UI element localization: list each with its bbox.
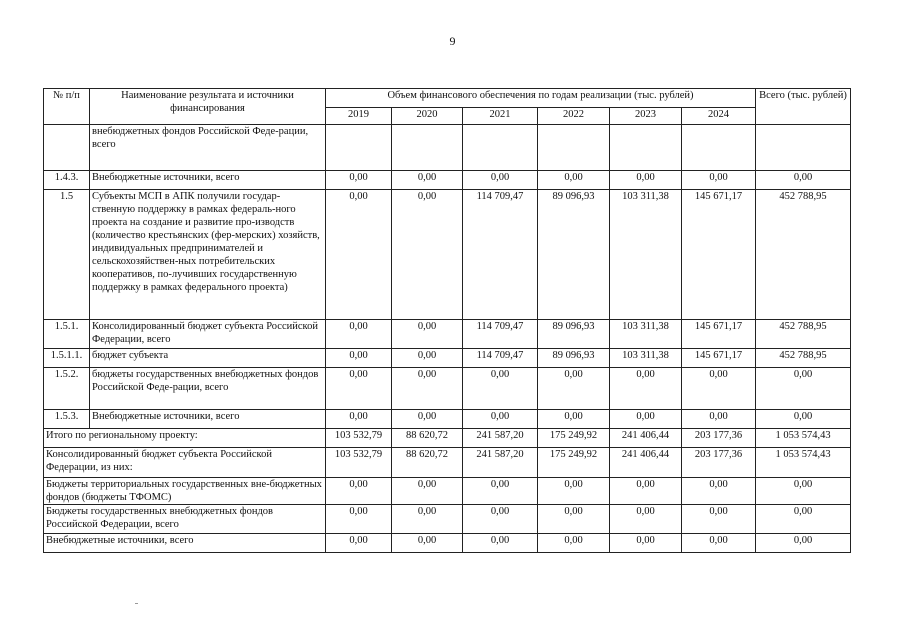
summary-value: 203 177,36 [682,429,756,448]
row-value: 114 709,47 [463,320,538,349]
row-value: 0,00 [463,368,538,410]
row-index: 1.5.3. [44,410,90,429]
row-total [756,125,851,171]
summary-value: 0,00 [326,505,392,534]
row-value: 0,00 [463,410,538,429]
row-value: 0,00 [326,410,392,429]
summary-value: 0,00 [392,505,463,534]
row-value: 0,00 [682,171,756,190]
row-value: 0,00 [326,349,392,368]
row-value: 145 671,17 [682,320,756,349]
header-years-group: Объем финансового обеспечения по годам реализации (тыс. рублей) [326,89,756,108]
summary-value: 241 587,20 [463,429,538,448]
header-year: 2023 [610,108,682,125]
summary-row [44,505,851,534]
header-num: № п/п [44,89,90,125]
summary-value: 241 406,44 [610,429,682,448]
row-index: 1.5 [44,190,90,320]
row-value: 103 311,38 [610,320,682,349]
header-year: 2021 [463,108,538,125]
summary-total: 0,00 [756,478,851,505]
table-row [44,349,851,368]
row-total: 452 788,95 [756,190,851,320]
summary-value: 0,00 [392,534,463,553]
summary-name: Бюджеты государственных внебюджетных фондов Российской Федерации, всего [44,505,326,534]
summary-value: 0,00 [682,534,756,553]
header-year: 2022 [538,108,610,125]
summary-value: 241 406,44 [610,448,682,478]
summary-total: 1 053 574,43 [756,448,851,478]
summary-value: 0,00 [538,478,610,505]
row-value: 0,00 [682,410,756,429]
row-value [610,125,682,171]
summary-value: 0,00 [326,478,392,505]
summary-value: 0,00 [682,505,756,534]
financing-table [43,88,851,553]
row-value: 0,00 [326,171,392,190]
summary-value: 241 587,20 [463,448,538,478]
row-value: 89 096,93 [538,190,610,320]
summary-total: 0,00 [756,505,851,534]
header-year: 2024 [682,108,756,125]
summary-value: 0,00 [538,505,610,534]
header-total: Всего (тыс. рублей) [756,89,851,125]
row-name: Внебюджетные источники, всего [90,171,326,190]
row-value: 89 096,93 [538,349,610,368]
row-value: 0,00 [392,190,463,320]
row-value: 0,00 [463,171,538,190]
row-value: 0,00 [610,410,682,429]
row-value: 89 096,93 [538,320,610,349]
row-total: 0,00 [756,368,851,410]
summary-value: 0,00 [392,478,463,505]
summary-total: 0,00 [756,534,851,553]
table-row [44,320,851,349]
row-value: 0,00 [538,171,610,190]
row-total: 452 788,95 [756,349,851,368]
row-value: 0,00 [326,190,392,320]
summary-name: Консолидированный бюджет субъекта Российской Федерации, из них: [44,448,326,478]
row-value: 0,00 [538,368,610,410]
row-name: Субъекты МСП в АПК получили государ-ственную поддержку в рамках федераль-ного проекта на создание и развитие про-изводств (количество крестьянских (фер-мерских) хозяйств, индивидуальных предпринимателей и сельскохозяйствен-ных потребительских кооперативов, по-лучивших государственную поддержку в рамках федерального проекта) [90,190,326,320]
summary-value: 0,00 [463,505,538,534]
row-value: 0,00 [392,320,463,349]
summary-value: 175 249,92 [538,429,610,448]
row-value: 0,00 [392,171,463,190]
row-value: 103 311,38 [610,349,682,368]
summary-value: 88 620,72 [392,448,463,478]
summary-value: 203 177,36 [682,448,756,478]
summary-value: 0,00 [610,478,682,505]
table-row [44,171,851,190]
summary-total: 1 053 574,43 [756,429,851,448]
row-value: 0,00 [538,410,610,429]
summary-name: Бюджеты территориальных государственных вне-бюджетных фондов (бюджеты ТФОМС) [44,478,326,505]
row-value: 0,00 [610,368,682,410]
summary-value: 103 532,79 [326,448,392,478]
row-value: 0,00 [682,368,756,410]
row-value: 145 671,17 [682,349,756,368]
summary-value: 88 620,72 [392,429,463,448]
summary-value: 0,00 [610,534,682,553]
row-value [538,125,610,171]
row-value: 0,00 [392,368,463,410]
row-value: 0,00 [392,349,463,368]
row-name: Консолидированный бюджет субъекта Российской Федерации, всего [90,320,326,349]
row-value [682,125,756,171]
page-number: 9 [449,34,456,48]
table-row [44,125,851,171]
row-value [392,125,463,171]
row-index: 1.5.1.1. [44,349,90,368]
header-year: 2019 [326,108,392,125]
row-total: 0,00 [756,410,851,429]
summary-row [44,448,851,478]
row-value: 114 709,47 [463,349,538,368]
row-index: 1.5.1. [44,320,90,349]
row-value: 145 671,17 [682,190,756,320]
summary-value: 0,00 [463,478,538,505]
summary-name: Внебюджетные источники, всего [44,534,326,553]
row-name: Внебюджетные источники, всего [90,410,326,429]
row-value: 0,00 [610,171,682,190]
summary-name: Итого по региональному проекту: [44,429,326,448]
summary-row [44,478,851,505]
header-year: 2020 [392,108,463,125]
row-name: бюджет субъекта [90,349,326,368]
row-total: 452 788,95 [756,320,851,349]
row-total: 0,00 [756,171,851,190]
summary-value: 175 249,92 [538,448,610,478]
row-value: 103 311,38 [610,190,682,320]
table-row [44,410,851,429]
row-value: 0,00 [326,320,392,349]
summary-row [44,429,851,448]
row-name: внебюджетных фондов Российской Феде-рации, всего [90,125,326,171]
summary-value: 0,00 [463,534,538,553]
row-value: 0,00 [392,410,463,429]
row-value [326,125,392,171]
row-value [463,125,538,171]
summary-row [44,534,851,553]
row-index [44,125,90,171]
row-name: бюджеты государственных внебюджетных фондов Российской Феде-рации, всего [90,368,326,410]
header-name: Наименование результата и источники финансирования [90,89,326,125]
summary-value: 103 532,79 [326,429,392,448]
table-row [44,368,851,410]
table-row [44,190,851,320]
summary-value: 0,00 [682,478,756,505]
row-value: 0,00 [326,368,392,410]
row-index: 1.5.2. [44,368,90,410]
row-value: 114 709,47 [463,190,538,320]
summary-value: 0,00 [610,505,682,534]
row-index: 1.4.3. [44,171,90,190]
scan-mark [135,603,138,604]
summary-value: 0,00 [538,534,610,553]
summary-value: 0,00 [326,534,392,553]
